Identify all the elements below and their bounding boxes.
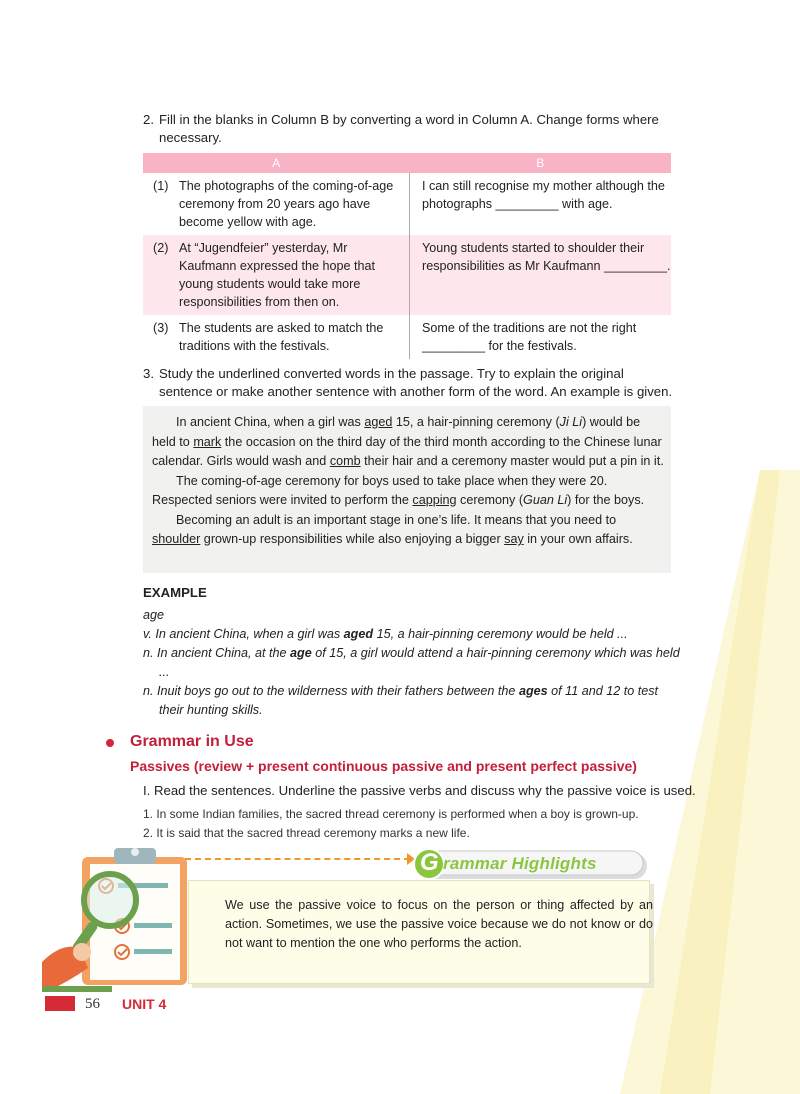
table-header-row: [143, 153, 671, 173]
column-b-cell: I can still recognise my mother although the photographs _________ with age.: [422, 179, 665, 211]
grammar-sentence-2: 2. It is said that the sacred thread ceremony marks a new life.: [143, 826, 470, 840]
underlined-word: capping: [412, 493, 457, 507]
grammar-highlights-text: We use the passive voice to focus on the person or thing affected by an action. Sometimes, we use the passive voice because we do not know or do not want to mention the one who performs the action.: [225, 898, 653, 950]
example-line-2: n. In ancient China, at the age of 15, a girl would attend a hair-pinning ceremony which was held ...: [143, 646, 680, 679]
grammar-highlights-badge: [413, 847, 649, 881]
row-number: (1): [153, 179, 169, 193]
table-row: [143, 315, 671, 359]
column-a-cell: At “Jugendfeier” yesterday, Mr Kaufmann expressed the hope that young students would take more responsibilities from then on.: [179, 241, 376, 309]
column-b-header: B: [410, 153, 672, 173]
q2-line1: Fill in the blanks in Column B by converting a word in Column A. Change forms where: [159, 112, 659, 127]
underlined-word: say: [504, 532, 524, 546]
example-heading: EXAMPLE: [143, 585, 207, 600]
row-number: (3): [153, 321, 169, 335]
footer-red-tab: [45, 996, 75, 1011]
grammar-instruction: I. Read the sentences. Underline the passive verbs and discuss why the passive voice is used.: [143, 783, 696, 798]
badge-title: rammar Highlights: [443, 854, 597, 873]
reading-passage: [143, 406, 671, 573]
underlined-word: comb: [329, 454, 361, 468]
passage-paragraph-1: In ancient China, when a girl was aged 15, a hair-pinning ceremony (Ji Li) would be held to mark the occasion on the third day of the third month according to the Chinese lunar calendar. Girls would wash and comb their hair and a ceremony master would put a pin in it.: [152, 415, 664, 468]
q3-number: 3.: [143, 366, 154, 381]
page-number: 56: [85, 996, 100, 1012]
q3-line2: sentence or make another sentence with another form of the word. An example is given.: [159, 384, 673, 399]
question-2: [143, 111, 683, 147]
q3-line1: Study the underlined converted words in the passage. Try to explain the original: [159, 366, 624, 381]
underlined-word: aged: [364, 415, 393, 429]
row-number: (2): [153, 241, 169, 255]
grammar-in-use-title: Grammar in Use: [130, 733, 254, 750]
example-line-3: n. Inuit boys go out to the wilderness with their fathers between the ages of 11 and 12 to test their hunting skills.: [143, 684, 659, 717]
bullet-dot: [106, 739, 114, 747]
table-row: [143, 235, 671, 315]
q2-line2: necessary.: [159, 130, 222, 145]
table-row: [143, 173, 671, 235]
passage-paragraph-2: The coming-of-age ceremony for boys used to take place when they were 20. Respected seniors were invited to perform the capping ceremony (Guan Li) for the boys.: [152, 473, 645, 507]
grammar-sentence-1: 1. In some Indian families, the sacred thread ceremony is performed when a boy is grown-up.: [143, 807, 639, 821]
column-a-header: A: [143, 153, 410, 173]
dashed-arrow-line: [185, 858, 410, 860]
badge-letter: G: [420, 849, 439, 876]
grammar-subtitle: Passives (review + present continuous passive and present perfect passive): [130, 758, 637, 774]
example-word: age: [143, 608, 165, 622]
question-3: [143, 365, 683, 401]
underlined-word: mark: [193, 434, 222, 449]
clipboard-magnifier-illustration: [42, 842, 212, 992]
conversion-table: [143, 153, 671, 359]
underlined-word: shoulder: [152, 532, 201, 546]
column-a-cell: The students are asked to match the traditions with the festivals.: [179, 321, 384, 353]
column-b-cell: Some of the traditions are not the right _________ for the festivals.: [422, 321, 637, 353]
column-b-cell: Young students started to shoulder their responsibilities as Mr Kaufmann _________.: [410, 235, 672, 315]
column-a-cell: The photographs of the coming-of-age ceremony from 20 years ago have become yellow with age.: [179, 179, 394, 229]
unit-label: UNIT 4: [122, 996, 167, 1012]
example-line-1: v. In ancient China, when a girl was aged 15, a hair-pinning ceremony would be held ...: [143, 627, 628, 641]
example-block: [143, 606, 683, 720]
q2-number: 2.: [143, 112, 154, 127]
passage-paragraph-3: Becoming an adult is an important stage in one’s life. It means that you need to shoulder grown-up responsibilities while also enjoying a bigger say in your own affairs.: [152, 512, 633, 546]
